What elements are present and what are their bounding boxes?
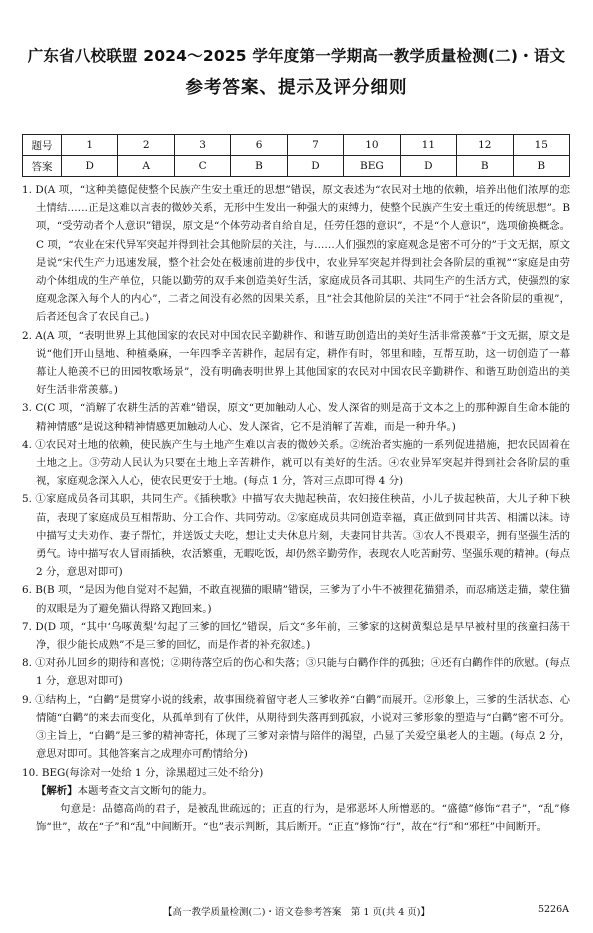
question-number: 12 (457, 135, 513, 156)
explanation-item-2: 2. A(A 项，“表明世界上其他国家的农民对中国农民辛勤耕作、和谐互助创造出的美好生活非常羡慕”于文无据，原文是说“他们开山垦地、种植桑麻，一年四季辛苦耕作，起居有定，耕作有时，邻里和睦，互帮互助，这一切创造了一幕幕让人艳羡不已的田园牧歌场景”，没有明确表明世界上其他国家的农民对中国农民辛勤耕作、和谐互助创造出的美好生活非常羡慕。) (22, 329, 570, 397)
explanation-item-7: 7. D(D 项，“其中‘乌啄黄梨’勾起了三爹的回忆”错误，后文“多年前，三爹家的这树黄梨总是早早被村里的孩童扫荡干净，很少能长成熟”不是三爹的回忆，而是作者的补充叙述。) (22, 620, 570, 652)
explanation-item-6: 6. B(B 项，“是因为他自觉对不起猫，不敢直视猫的眼睛”错误，三爹为了小牛不被狸花猫猎杀，而忍痛送走猫，蒙住猫的双眼是为了避免猫认得路又跑回来。) (22, 584, 570, 615)
explanation-item-5: 5. ①家庭成员各司其职，共同生产。《插秧歌》中描写农夫抛起秧苗，农妇接住秧苗，小儿子拔起秧苗，大儿子种下秧苗，表现了家庭成员互相帮助、分工合作、共同劳动。②家庭成员共同创造幸福，真正做到同甘共苦、相濡以沫。诗中描写丈夫劝作、妻子帮忙，并送饭丈夫吃，想让丈夫休息片刻，夫妻同甘共苦。③农人不畏艰辛，拥有坚强生活的勇气。诗中描写农人冒雨插秧，农活繁重，无暇吃饭，却仍然辛勤劳作，表现农人吃苦耐劳、坚强乐观的精神。(每点 2 分，意思对即可) (22, 493, 570, 579)
answer-cell: A (118, 156, 174, 177)
explanation-item-1: 1. D(A 项，“这种美德促使整个民族产生安土重迁的思想”错误，原文表述为“农民对土地的依赖，培养出他们浓厚的恋土情结……正是这难以言表的微妙关系，无形中生发出一种强大的束缚力，使整个民族产生安土重迁的传统思想”。B 项，“受劳动者个人意识”错误，原文是“个体劳动者自给自足，任劳任怨的意识”，不是“个人意识”，选项偷换概念。C 项，“农业在宋代异军突起并得到社会其他阶层的关注，与……人们强烈的家庭观念是密不可分的”于文无据，原文是说“宋代生产力迅速发展，整个社会处在极速前进的步伐中，农业异军突起并得到社会各阶层的重视”“家庭是由劳动个体组成的生产单位，只能以勤劳的双手来创造美好生活，家庭成员各司其职、共同生产的生活方式，使强烈的家庭观念深入每个人的内心”，二者之间没有必然的因果关系，且“社会其他阶层的关注”不同于“社会各阶层的重视”，后者还包含了农民自己。) (22, 184, 570, 324)
analysis-line (36, 782, 570, 800)
question-number: 7 (287, 135, 343, 156)
question-number: 10 (344, 135, 400, 156)
explanation-item-9: 9. ①结构上，“白鹳”是贯穿小说的线索，故事围绕着留守老人三爹收养“白鹳”而展开。②形象上，三爹的生活状态、心情随“白鹳”的来去而变化，从孤单到有了伙伴，从期待到失落再到孤寂，小说对三爹形象的塑造与“白鹳”密不可分。③主旨上，“白鹳”是三爹的精神寄托，体现了三爹对亲情与陪伴的渴望，凸显了关爱空巢老人的主题。(每点 2 分，意思对即可。其他答案言之成理亦可酌情给分) (22, 693, 570, 761)
question-number: 6 (231, 135, 287, 156)
question-number: 11 (400, 135, 456, 156)
answer-cell: D (287, 156, 343, 177)
analysis-text: 本题考查文言文断句的能力。 (77, 784, 213, 797)
question-number: 2 (118, 135, 174, 156)
explanation-item-3: 3. C(C 项，“消解了农耕生活的苦难”错误，原文“更加触动人心、发人深省的则是高于文本之上的那种源自生命本能的精神情感”是说这种精神情感更加触动人心、发人深省，它不是消解了苦难，而是一种升华。) (22, 402, 570, 433)
explanations (22, 181, 570, 836)
row-label-answer: 答案 (23, 156, 62, 177)
question-number: 1 (62, 135, 118, 156)
explanation-item-10: 10. BEG(每涂对一处给 1 分，涂黑超过三处不给分) (22, 766, 264, 779)
analysis-label: 【解析】 (36, 784, 78, 797)
document-title: 广东省八校联盟 2024～2025 学年度第一学期高一教学质量检测(二)・语文 (27, 47, 566, 65)
question-number: 15 (513, 135, 570, 156)
row-label-number: 题号 (23, 135, 62, 156)
answer-cell: BEG (344, 156, 400, 177)
answer-cell: B (231, 156, 287, 177)
answer-cell: C (174, 156, 230, 177)
answer-cell: D (62, 156, 118, 177)
footer-page-info: 【高一教学质量检测(二)・语文卷参考答案 第 1 页(共 4 页)】 (163, 907, 430, 918)
explanation-item-4: 4. ①农民对土地的依赖，使民族产生与土地产生难以言表的微妙关系。②统治者实施的一系列促进措施，把农民固着在土地之上。③劳动人民认为只要在土地上辛苦耕作，就可以有美好的生活。④农业异军突起并得到社会各阶层的重视，家庭观念深入人心，使农民更安于土地。(每点 1 分，答对三点即可得 4 分) (22, 438, 570, 488)
document-subtitle: 参考答案、提示及评分细则 (185, 78, 408, 98)
question-number-row (23, 135, 570, 156)
footer-code: 5226A (537, 904, 569, 915)
analysis-paragraph: 句意是：品德高尚的君子，是被乱世疏远的；正直的行为，是邪恶坏人所憎恶的。“盛德”修饰“君子”，“乱”修饰“世”，故在“子”和“乱”中间断开。“也”表示判断，其后断开。“正直”修饰“行”，故在“行”和“邪枉”中间断开。 (36, 802, 570, 834)
answer-cell: D (400, 156, 456, 177)
answer-row (23, 156, 570, 177)
answer-cell: B (457, 156, 513, 177)
answer-cell: B (513, 156, 570, 177)
explanation-item-8: 8. ①对孙儿回乡的期待和喜悦；②期待落空后的伤心和失落；③只能与白鹳作伴的孤独；④还有白鹳作伴的欣慰。(每点 1 分，意思对即可) (22, 657, 570, 688)
answer-table (22, 134, 570, 177)
question-number: 3 (174, 135, 230, 156)
